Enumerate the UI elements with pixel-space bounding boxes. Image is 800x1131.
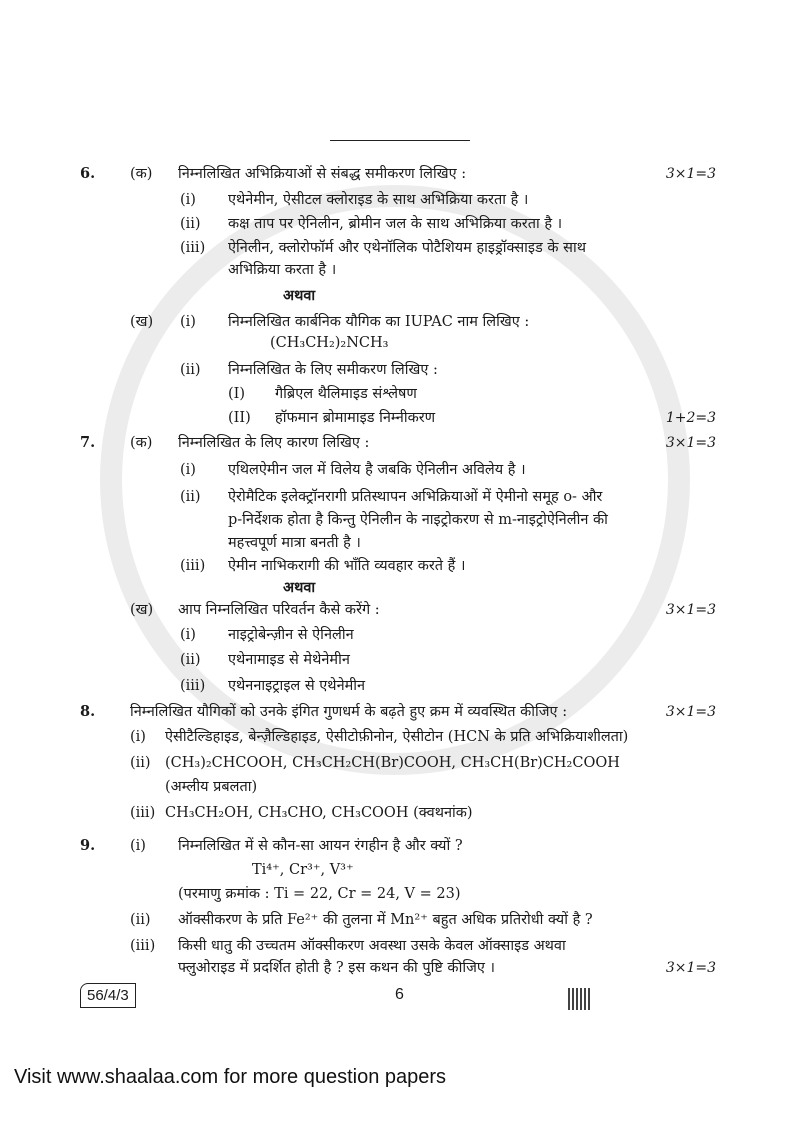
item-label: (iii) — [130, 805, 156, 821]
item-text: एथेनेमीन, ऐसीटल क्लोराइड के साथ अभिक्रिया करता है । — [228, 192, 529, 208]
part-label: (ख) — [130, 602, 154, 618]
item-text: (परमाणु क्रमांक : Ti = 22, Cr = 24, V = 23) — [178, 886, 461, 902]
part-label: (क) — [130, 166, 153, 182]
item-label: (iii) — [180, 240, 206, 256]
item-label: (i) — [180, 627, 196, 643]
page-number: 6 — [395, 986, 404, 1003]
item-label: (ii) — [130, 912, 151, 928]
item-label: (ii) — [180, 652, 201, 668]
item-text: (अम्लीय प्रबलता) — [165, 779, 258, 795]
item-label: (iii) — [130, 938, 156, 954]
marks: 1+2=3 — [665, 410, 716, 426]
item-text: p-निर्देशक होता है किन्तु ऐनिलीन के नाइट्रोकरण से m-नाइट्रोऐनिलीन की — [228, 512, 608, 528]
item-text: फ्लुओराइड में प्रदर्शित होती है ? इस कथन की पुष्टि कीजिए । — [178, 960, 495, 976]
formula: (CH₃CH₂)₂NCH₃ — [270, 335, 389, 351]
item-text: गैब्रिएल थैलिमाइड संश्लेषण — [275, 386, 417, 402]
item-text: ऐरोमैटिक इलेक्ट्रॉनरागी प्रतिस्थापन अभिक्रियाओं में ऐमीनो समूह o- और — [228, 489, 603, 505]
question-text: निम्नलिखित के लिए कारण लिखिए : — [178, 435, 370, 451]
question-text: आप निम्नलिखित परिवर्तन कैसे करेंगे : — [178, 602, 380, 618]
item-label: (i) — [180, 314, 196, 330]
marks: 3×1=3 — [665, 166, 716, 182]
or-label: अथवा — [283, 287, 316, 304]
marks: 3×1=3 — [665, 602, 716, 618]
item-label: (iii) — [180, 558, 206, 574]
question-number: 7. — [80, 434, 96, 451]
item-text: (CH₃)₂CHCOOH, CH₃CH₂CH(Br)COOH, CH₃CH(Br)CH₂COOH — [165, 755, 620, 771]
item-text: एथिलऐमीन जल में विलेय है जबकि ऐनिलीन अविलेय है । — [228, 462, 526, 478]
part-label: (ख) — [130, 314, 154, 330]
marks: 3×1=3 — [665, 435, 716, 451]
item-text: अभिक्रिया करता है । — [228, 262, 337, 278]
item-text: किसी धातु की उच्चतम ऑक्सीकरण अवस्था उसके केवल ऑक्साइड अथवा — [178, 938, 566, 954]
item-label: (ii) — [130, 755, 151, 771]
item-label: (iii) — [180, 678, 206, 694]
item-text: ऑक्सीकरण के प्रति Fe²⁺ की तुलना में Mn²⁺ बहुत अधिक प्रतिरोधी क्यों है ? — [178, 912, 593, 928]
marks: 3×1=3 — [665, 704, 716, 720]
divider — [330, 140, 470, 141]
question-text: निम्नलिखित अभिक्रियाओं से संबद्ध समीकरण लिखिए : — [178, 166, 467, 182]
item-text: निम्नलिखित में से कौन-सा आयन रंगहीन है और क्यों ? — [178, 838, 463, 854]
item-label: (i) — [180, 192, 196, 208]
formula: Ti⁴⁺, Cr³⁺, V³⁺ — [252, 862, 354, 878]
item-text: एथेननाइट्राइल से एथेनेमीन — [228, 678, 366, 694]
item-label: (i) — [180, 462, 196, 478]
visit-link[interactable]: Visit www.shaalaa.com for more question papers — [14, 1066, 447, 1088]
item-label: (ii) — [180, 489, 201, 505]
item-label: (ii) — [180, 362, 201, 378]
item-text: महत्त्वपूर्ण मात्रा बनती है । — [228, 535, 361, 551]
question-text: निम्नलिखित यौगिकों को उनके इंगित गुणधर्म के बढ़ते हुए क्रम में व्यवस्थित कीजिए : — [130, 704, 568, 720]
paper-code: 56/4/3 — [80, 983, 136, 1008]
item-text: नाइट्रोबेन्ज़ीन से ऐनिलीन — [228, 627, 354, 643]
item-label: (I) — [228, 386, 246, 402]
item-text: CH₃CH₂OH, CH₃CHO, CH₃COOH (क्वथनांक) — [165, 805, 473, 821]
item-text: निम्नलिखित कार्बनिक यौगिक का IUPAC नाम लिखिए : — [228, 314, 530, 330]
item-text: ऐसीटैल्डिहाइड, बेन्ज़ैल्डिहाइड, ऐसीटोफ़ीनोन, ऐसीटोन (HCN के प्रति अभिक्रियाशीलता) — [165, 729, 629, 745]
part-label: (क) — [130, 435, 153, 451]
or-label: अथवा — [283, 579, 316, 596]
qr-code-icon — [568, 988, 590, 1010]
item-label: (ii) — [180, 216, 201, 232]
item-text: कक्ष ताप पर ऐनिलीन, ब्रोमीन जल के साथ अभिक्रिया करता है । — [228, 216, 563, 232]
item-text: हॉफमान ब्रोमामाइड निम्नीकरण — [275, 410, 436, 426]
marks: 3×1=3 — [665, 960, 716, 976]
item-label: (II) — [228, 410, 251, 426]
item-text: ऐमीन नाभिकरागी की भाँति व्यवहार करते हैं । — [228, 558, 466, 574]
question-number: 8. — [80, 703, 96, 720]
question-number: 9. — [80, 837, 96, 854]
question-number: 6. — [80, 165, 96, 182]
item-text: ऐनिलीन, क्लोरोफॉर्म और एथेनॉलिक पोटैशियम हाइड्रॉक्साइड के साथ — [228, 240, 586, 256]
item-label: (i) — [130, 838, 146, 854]
item-text: निम्नलिखित के लिए समीकरण लिखिए : — [228, 362, 438, 378]
item-text: एथेनामाइड से मेथेनेमीन — [228, 652, 350, 668]
item-label: (i) — [130, 729, 146, 745]
